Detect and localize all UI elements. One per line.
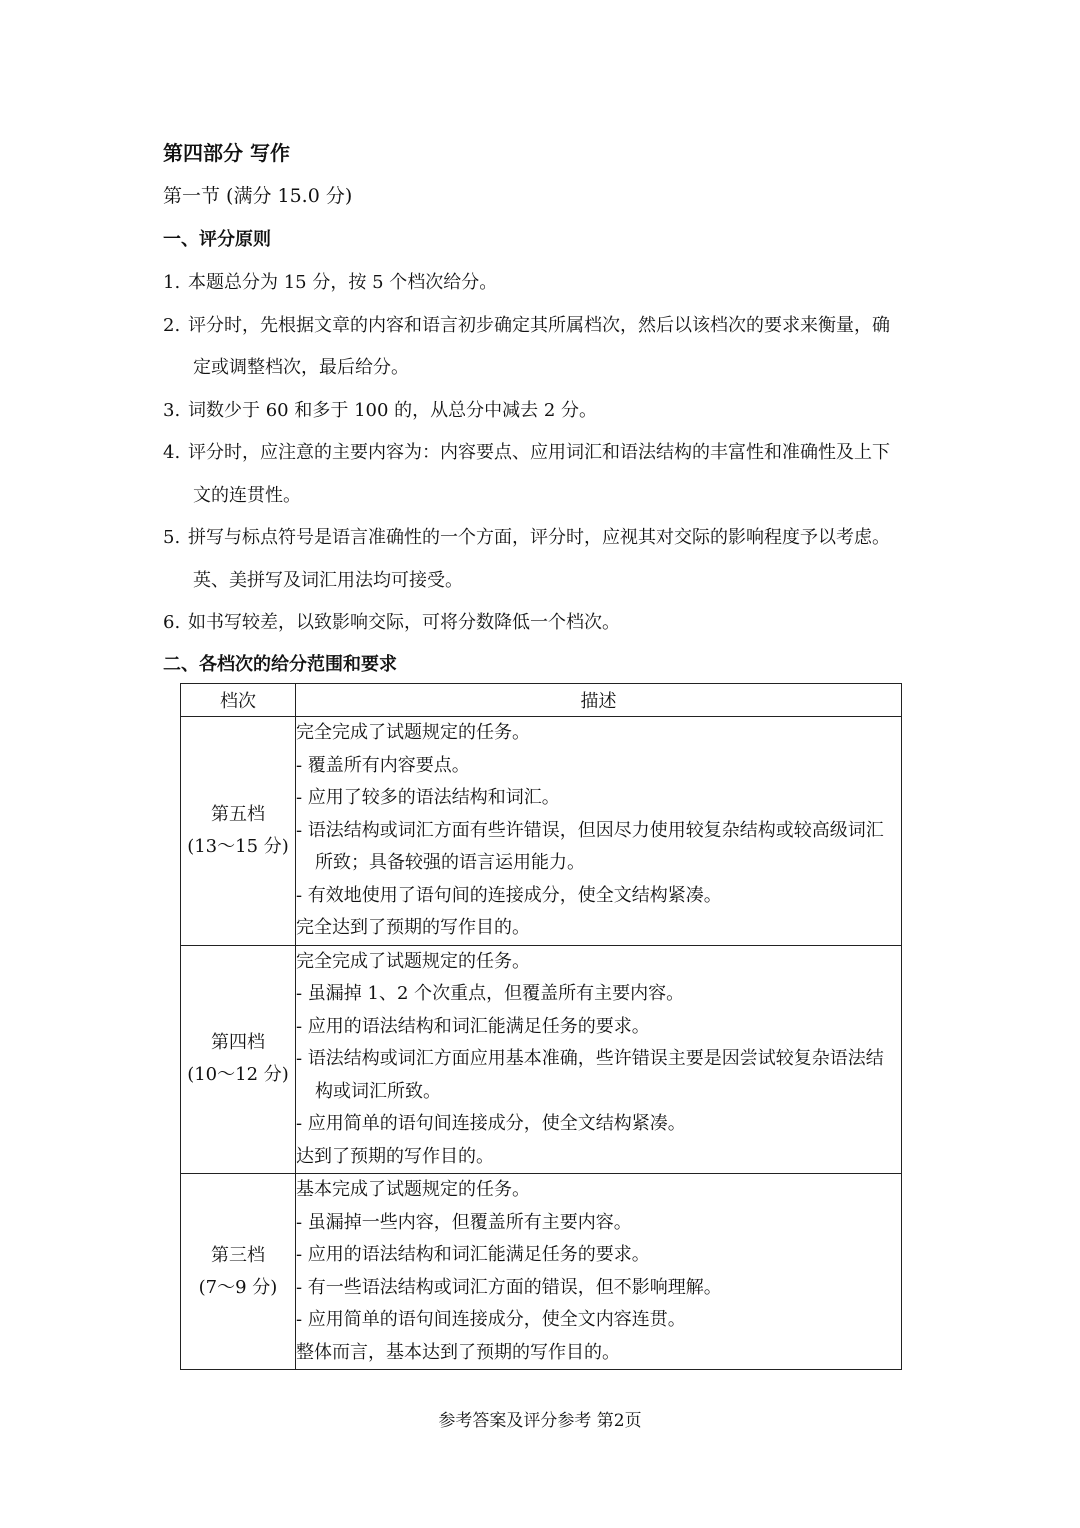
description-line: - 有效地使用了语句间的连接成分，使全文结构紧凑。	[296, 884, 722, 906]
rule-number: 5.	[163, 527, 181, 548]
description-line: 达到了预期的写作目的。	[296, 1145, 494, 1167]
grade-level-name: 第四档	[211, 1032, 265, 1054]
rule-text: 评分时，先根据文章的内容和语言初步确定其所属档次，然后以该档次的要求来衡量，确	[188, 315, 890, 336]
rule-number: 2.	[163, 315, 181, 336]
rule-number: 3.	[163, 400, 181, 421]
description-line: - 虽漏掉 1、2 个次重点，但覆盖所有主要内容。	[296, 983, 685, 1004]
description-line: - 语法结构或词汇方面有些许错误，但因尽力使用较复杂结构或较高级词汇所致；具备较强的语言运用能力。	[296, 819, 884, 873]
section-line: 第一节 (满分 15.0 分)	[163, 185, 353, 207]
description-line: - 应用的语法结构和词汇能满足任务的要求。	[296, 1244, 650, 1265]
rule-continuation: 文的连贯性。	[193, 485, 301, 506]
table-header-row	[181, 684, 902, 717]
table-row	[181, 945, 902, 1174]
table-row	[181, 717, 902, 946]
rule-text: 本题总分为 15 分，按 5 个档次给分。	[188, 272, 498, 293]
rule-continuation: 英、美拼写及词汇用法均可接受。	[193, 570, 463, 591]
rule-item	[163, 438, 890, 464]
grade-description-cell	[296, 1174, 902, 1370]
description-line: - 有一些语法结构或词汇方面的错误，但不影响理解。	[296, 1276, 722, 1298]
rule-item	[163, 523, 890, 549]
grade-description-cell	[296, 945, 902, 1174]
grade-score-range: (10～12 分)	[187, 1064, 289, 1086]
rule-number: 1.	[163, 272, 181, 293]
rule-text: 拼写与标点符号是语言准确性的一个方面，评分时，应视其对交际的影响程度予以考虑。	[188, 527, 890, 548]
rule-continuation: 定或调整档次，最后给分。	[193, 357, 409, 378]
rule-text: 评分时，应注意的主要内容为：内容要点、应用词汇和语法结构的丰富性和准确性及上下	[188, 442, 890, 463]
grade-level-cell	[181, 1174, 296, 1370]
table-row	[181, 1174, 902, 1370]
grade-level-name: 第三档	[211, 1244, 265, 1266]
column-header-description: 描述	[296, 684, 902, 717]
description-line: - 应用的语法结构和词汇能满足任务的要求。	[296, 1015, 650, 1037]
description-line: - 覆盖所有内容要点。	[296, 754, 470, 776]
heading-grade-requirements: 二、各档次的给分范围和要求	[163, 654, 397, 675]
rule-number: 4.	[163, 442, 181, 463]
grade-level-cell	[181, 945, 296, 1174]
description-line: 基本完成了试题规定的任务。	[296, 1179, 530, 1200]
page-footer: 参考答案及评分参考 第2页	[438, 1411, 642, 1431]
heading-scoring-principles: 一、评分原则	[163, 229, 271, 250]
grade-description-cell	[296, 717, 902, 946]
description-line: - 应用了较多的语法结构和词汇。	[296, 787, 560, 808]
description-line: 完全完成了试题规定的任务。	[296, 950, 530, 972]
rule-text: 词数少于 60 和多于 100 的，从总分中减去 2 分。	[188, 400, 598, 421]
rule-item	[163, 396, 597, 422]
rule-item	[163, 608, 620, 634]
description-line: - 应用简单的语句间连接成分，使全文结构紧凑。	[296, 1113, 686, 1134]
grading-table	[180, 683, 902, 1370]
rule-text: 如书写较差，以致影响交际，可将分数降低一个档次。	[188, 612, 620, 633]
part-title: 第四部分 写作	[163, 141, 290, 165]
rule-number: 6.	[163, 612, 181, 633]
grade-score-range: (7～9 分)	[198, 1276, 278, 1298]
column-header-level: 档次	[181, 684, 296, 717]
description-line: - 语法结构或词汇方面应用基本准确，些许错误主要是因尝试较复杂语法结构或词汇所致。	[296, 1048, 884, 1102]
grade-score-range: (13～15 分)	[187, 835, 289, 857]
rule-item	[163, 268, 497, 294]
description-line: 整体而言，基本达到了预期的写作目的。	[296, 1341, 620, 1363]
description-line: 完全完成了试题规定的任务。	[296, 722, 530, 743]
description-line: - 应用简单的语句间连接成分，使全文内容连贯。	[296, 1309, 686, 1330]
grade-level-cell	[181, 717, 296, 946]
description-line: 完全达到了预期的写作目的。	[296, 917, 530, 938]
rule-item	[163, 311, 890, 337]
description-line: - 虽漏掉一些内容，但覆盖所有主要内容。	[296, 1211, 632, 1233]
grade-level-name: 第五档	[211, 803, 265, 825]
